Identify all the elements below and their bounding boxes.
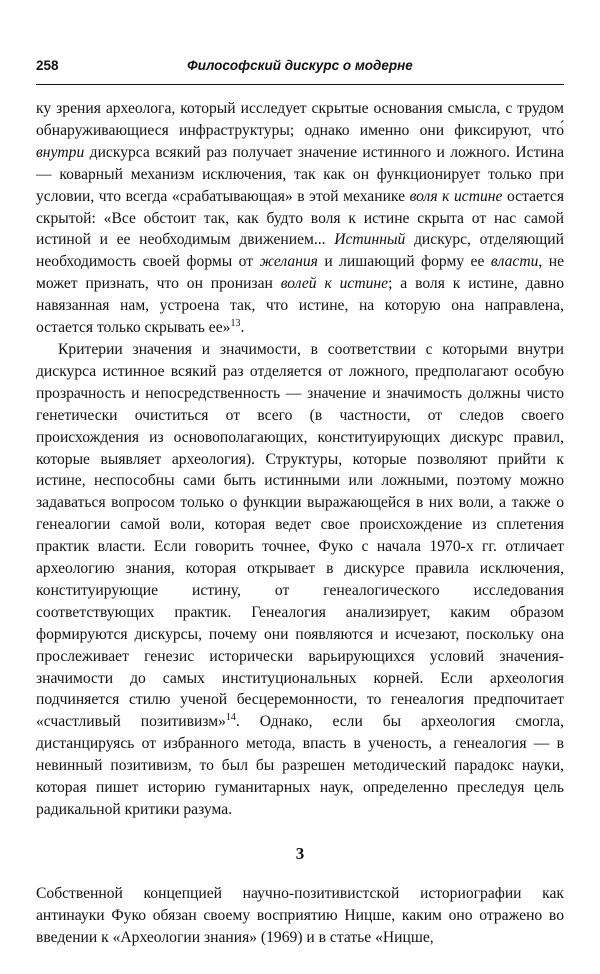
text-run: Собственной концепцией научно-позитивистской историографии как антинауки Фуко обязан своему восприятию Ницше, каким оно отражено во введении к «Археологии знания» (1969) и в статье «Ницше, <box>36 884 564 946</box>
footnote-ref-13[interactable]: 13 <box>230 318 241 330</box>
footnote-ref-14[interactable]: 14 <box>225 712 236 724</box>
section-number: 3 <box>295 843 305 863</box>
text-run: дискурс, отделяющий необходимость своей формы от <box>36 231 564 271</box>
running-title: Философский дискурс о модерне <box>187 58 413 73</box>
italic-run: Истинный <box>334 231 406 249</box>
text-run: . <box>240 319 245 337</box>
text-run: и лишающий форму ее <box>317 253 491 271</box>
header-rule <box>36 84 564 85</box>
text-run: , не может признать, что он пронизан <box>36 253 564 293</box>
text-run: остается скрытой: «Все обстоит так, как будто воля к истине скрыта от нас самой истиной и ее необходимым движением... <box>36 187 565 249</box>
italic-run: внутри <box>36 143 85 161</box>
page-number: 258 <box>36 58 59 73</box>
text-run: . Однако, если бы археология смогла, дистанцируясь от избранного метода, впасть в ученость, а генеалогия — в невинный позитивизм, то был бы разрешен методический парадокс науки, которая пишет историю гуманитарных наук, определенно преследуя цель радикальной критики разума. <box>36 713 564 818</box>
italic-run: волей к истине <box>280 275 389 293</box>
paragraph-2 <box>36 339 564 821</box>
page-header <box>36 58 564 78</box>
text-run: Критерии значения и значимости, в соответствии с которыми внутри дискурса истинное всякий раз отделяется от ложного, предполагают особую прозрачность и непосредственность — значение и значимость должны чисто генетически очиститься от всего (в частности, от следов своего происхождения из основополагающих, конституирующих дискурс правил, которые выявляет археология). Структуры, которые позволяют прийти к истине, неспособны сами быть истинными или ложными, поэтому можно задаваться вопросом только о функции выражающейся в них воли, а также о генеалогии самой воли, которая ведет свое происхождение из сплетения практик власти. Если говорить точнее, Фуко с начала 1970-х гг. отличает археологию знания, которая открывает в дискурсе правила исключения, конституирующие истину, от генеалогического исследования соответствующих практик. Генеалогия анализирует, каким образом формируются дискурсы, почему они появляются и исчезают, поскольку она прослеживает генезис исторически варьирующихся условий значения-значимости до самых институциональных корней. Если археология подчиняется стилю ученой бесцеремонности, то генеалогия предпочитает «счастливый позитивизм» <box>36 340 564 731</box>
text-run: дискурса всякий раз получает значение истинного и ложного. Истина — коварный механизм исключения, так как он функционирует только при условии, что всегда «срабатывающая» в этой механике <box>36 143 564 205</box>
text-run: ; а воля к истине, давно навязанная нам, устроена так, что истине, на которую она направлена, остается только скрывать ее» <box>36 275 565 337</box>
italic-run: воля к истине <box>409 187 503 205</box>
italic-run: власти <box>490 253 539 271</box>
italic-run: желания <box>259 253 318 271</box>
paragraph-3 <box>36 883 564 949</box>
paragraph-1 <box>36 98 564 339</box>
text-run: ку зрения археолога, который исследует скрытые основания смысла, с трудом обнаруживающиеся инфраструктуры; однако именно они фиксируют, что́ <box>36 100 564 139</box>
body-text <box>36 98 564 949</box>
